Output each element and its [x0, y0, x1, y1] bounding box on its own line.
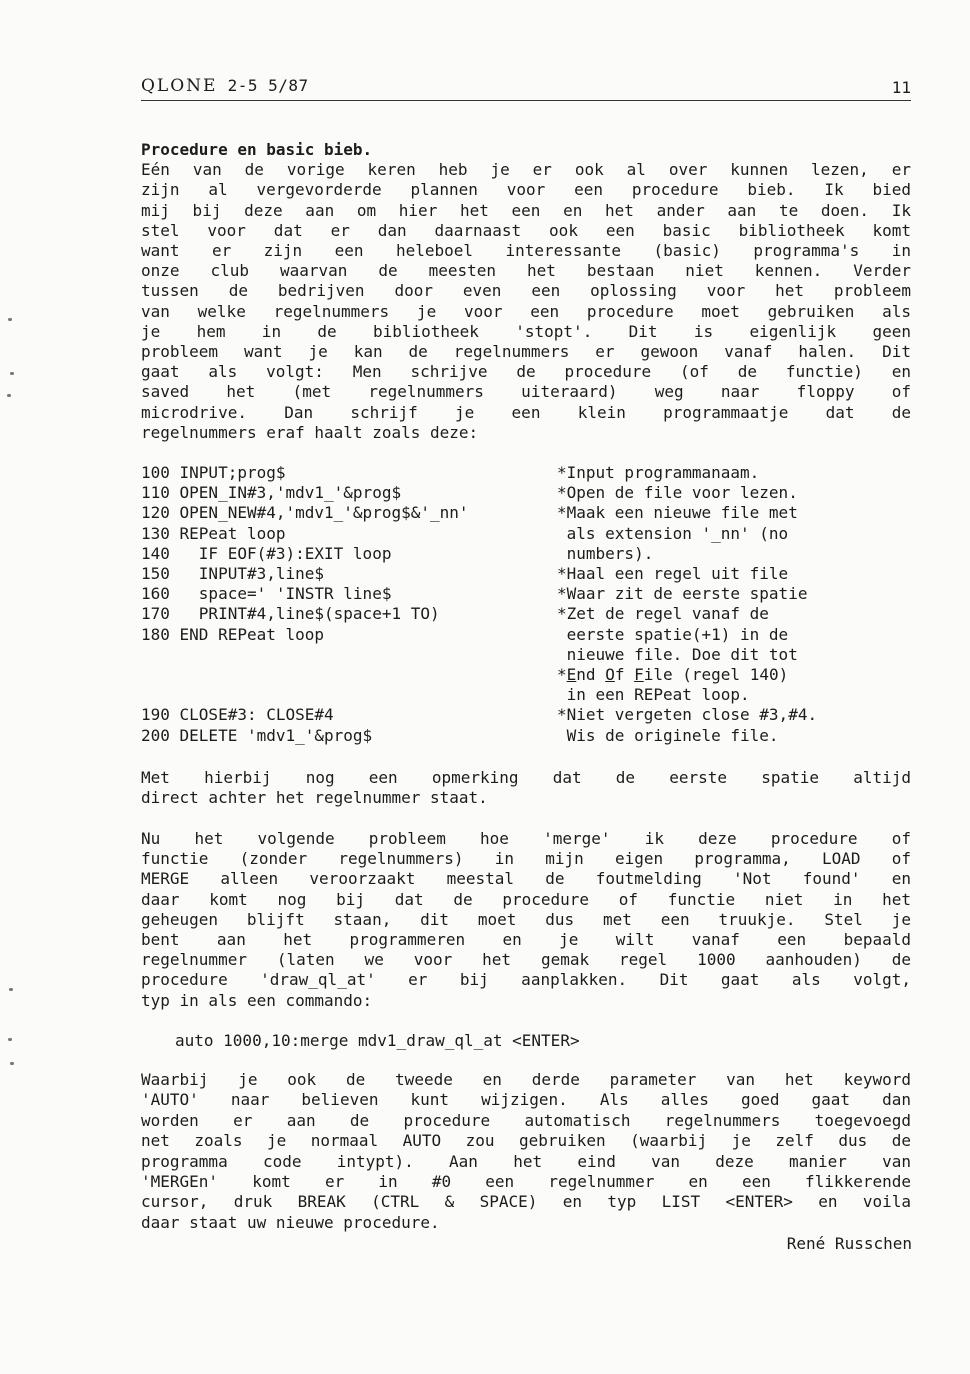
text-line: onze club waarvan de meesten het bestaan niet kennen. Verder [141, 261, 911, 281]
text-line: regelnummer (laten we voor het gemak regel 1000 aanhouden) de [141, 950, 911, 970]
code-line: 140 IF EOF(#3):EXIT loop [141, 543, 392, 563]
scan-speck [8, 1038, 12, 1041]
text-line: cursor, druk BREAK (CTRL & SPACE) en typ LIST <ENTER> en voila [141, 1192, 911, 1212]
eof-part: f [614, 665, 635, 684]
text-line: gaat als volgt: Men schrijve de procedure (of de functie) en [141, 362, 911, 382]
text-line: saved het (met regelnummers uiteraard) weg naar floppy of [141, 382, 911, 402]
eof-part: * [557, 665, 567, 684]
text-line: regelnummers eraf haalt zoals deze: [141, 422, 479, 442]
code-line: 150 INPUT#3,line$ [141, 564, 325, 583]
text-line: microdrive. Dan schrijf je een klein programmaatje dat de [141, 402, 911, 422]
page-header [141, 76, 911, 101]
code-line: 170 PRINT#4,line$(space+1 TO) [141, 604, 440, 624]
eof-part: F [634, 665, 644, 684]
header-masthead [141, 76, 309, 96]
eof-part: ile (regel 140) [643, 665, 789, 684]
code-comment: *Input programmanaam. [557, 463, 760, 482]
scan-speck [10, 372, 14, 375]
code-comment: als extension '_nn' (no [557, 523, 789, 543]
text-line: worden er aan de procedure automatisch regelnummers toegevoegd [141, 1110, 911, 1130]
code-comment: eerste spatie(+1) in de [557, 624, 789, 644]
eof-part: E [566, 665, 577, 684]
text-line: zijn al vergevorderde plannen voor een procedure bieb. Ik bied [141, 180, 911, 200]
code-comment: *Niet vergeten close #3,#4. [557, 705, 818, 725]
code-comment: *Haal een regel uit file [557, 564, 789, 583]
text-line: tussen de bedrijven door even een oplossing voor het probleem [141, 281, 911, 301]
text-line: Waarbij je ook de tweede en derde parameter van het keyword [141, 1070, 911, 1089]
issue-number: 2-5 5/87 [227, 76, 309, 95]
text-line: Eén van de vorige keren heb je er ook al over kunnen lezen, er [141, 160, 911, 180]
eof-part: nd [576, 665, 606, 684]
code-line: 180 END REPeat loop [141, 624, 325, 644]
code-comment: *Waar zit de eerste spatie [557, 584, 808, 604]
code-line: 130 REPeat loop [141, 523, 286, 543]
code-line: 100 INPUT;prog$ [141, 463, 286, 482]
code-comment: nieuwe file. Doe dit tot [557, 644, 798, 664]
code-comment: numbers). [557, 543, 654, 563]
text-line: Met hierbij nog een opmerking dat de eerste spatie altijd [141, 768, 911, 787]
text-line: probleem want je kan de regelnummers er gewoon vanaf halen. Dit [141, 342, 911, 361]
code-line: 190 CLOSE#3: CLOSE#4 [141, 705, 334, 725]
text-line: functie (zonder regelnummers) in mijn eigen programma, LOAD of [141, 849, 911, 869]
text-line: geheugen blijft staan, dit moet dus met een truukje. Stel je [141, 909, 911, 929]
code-comment: Wis de originele file. [557, 725, 779, 745]
text-line: MERGE alleen veroorzaakt meestal de foutmelding 'Not found' en [141, 869, 911, 889]
code-comment: *Zet de regel vanaf de [557, 604, 769, 624]
text-line: stel voor dat er dan daarnaast ook een basic bibliotheek komt [141, 220, 911, 240]
eof-part: O [605, 665, 615, 684]
code-comment: *Maak een nieuwe file met [557, 503, 798, 523]
text-line: net zoals je normaal AUTO zou gebruiken (waarbij je zelf dus de [141, 1131, 911, 1151]
text-line: 'MERGEn' komt er in #0 een regelnummer en een flikkerende [141, 1172, 911, 1191]
section-title: Procedure en basic bieb. [141, 140, 373, 159]
page-number: 11 [891, 78, 911, 97]
text-line: mij bij deze aan om hier het een en het ander aan te doen. Ik [141, 200, 911, 220]
scan-speck [7, 394, 11, 397]
scan-speck [10, 1062, 14, 1065]
text-line: 'AUTO' naar believen kunt wijzigen. Als alles goed gaat dan [141, 1090, 911, 1110]
scan-speck [9, 988, 13, 991]
code-comment: *Open de file voor lezen. [557, 483, 798, 503]
text-line: want er zijn een heleboel interessante (basic) programma's in [141, 241, 911, 260]
code-line: 110 OPEN_IN#3,'mdv1_'&prog$ [141, 483, 402, 503]
code-line: 120 OPEN_NEW#4,'mdv1_'&prog$&'_nn' [141, 503, 469, 523]
code-comment: in een REPeat loop. [557, 685, 750, 705]
text-line: daar staat uw nieuwe procedure. [141, 1212, 440, 1232]
scan-speck [8, 318, 12, 321]
author-signature: René Russchen [786, 1234, 912, 1253]
text-line: je hem in de bibliotheek 'stopt'. Dit is eigenlijk geen [141, 321, 911, 341]
text-line: bent aan het programmeren en je wilt vanaf een bepaald [141, 930, 911, 949]
text-line: programma code intypt). Aan het eind van deze manier van [141, 1151, 911, 1171]
text-line: direct achter het regelnummer staat. [141, 788, 488, 807]
text-line: daar komt nog bij dat de procedure of functie niet in het [141, 889, 911, 909]
text-line: procedure 'draw_ql_at' er bij aanplakken. Dit gaat als volgt, [141, 970, 911, 990]
text-line: van welke regelnummers je voor een procedure moet gebruiken als [141, 301, 911, 321]
text-line: Nu het volgende probleem hoe 'merge' ik deze procedure of [141, 829, 911, 848]
code-line: 200 DELETE 'mdv1_'&prog$ [141, 725, 373, 745]
command-example: auto 1000,10:merge mdv1_draw_ql_at <ENTER> [175, 1031, 580, 1050]
text-line: typ in als een commando: [141, 990, 373, 1010]
magazine-logo: QLONE [141, 76, 218, 96]
code-line: 160 space=' 'INSTR line$ [141, 584, 392, 604]
code-comment-eof [557, 665, 788, 685]
